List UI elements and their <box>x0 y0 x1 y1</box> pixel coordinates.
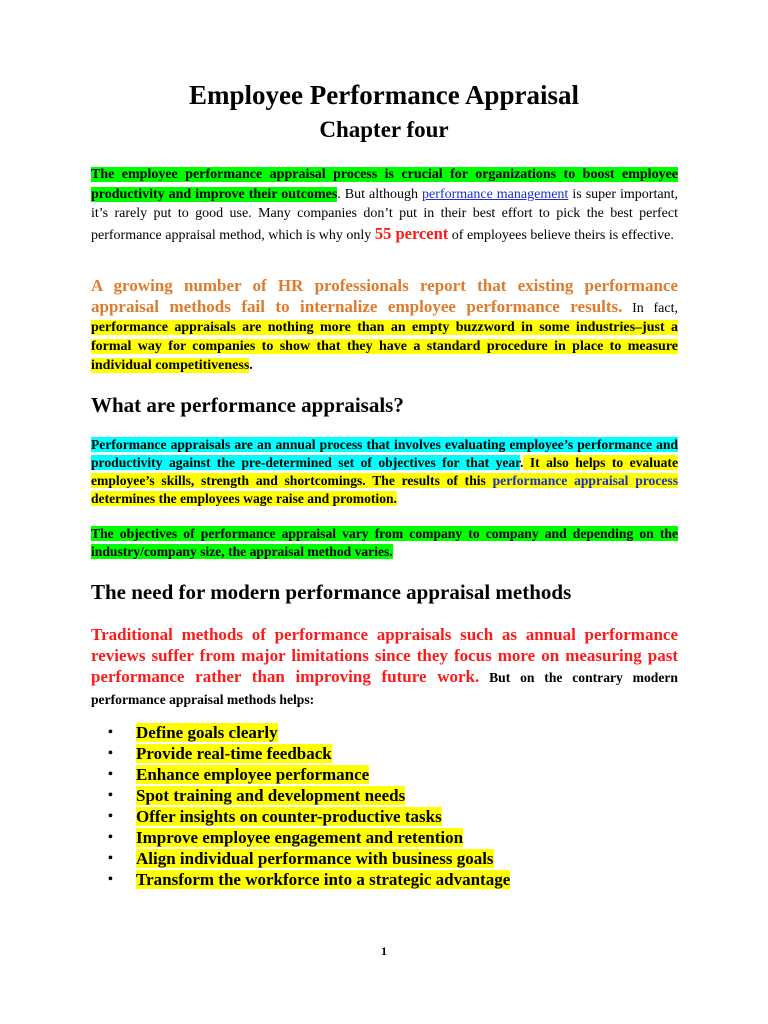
objectives-paragraph <box>91 525 678 561</box>
list-item-text: Spot training and development needs <box>136 786 406 805</box>
highlight-cyan-text: Performance appraisals are an annual process that involves evaluating employee’s performance and productivity against the pre-determined set of objectives for that year <box>91 437 678 470</box>
highlight-green-text: The objectives of performance appraisal vary from company to company and depending on the industry/company size, the appraisal method varies. <box>91 526 678 559</box>
list-item <box>108 827 510 848</box>
bullet-icon: • <box>108 725 113 740</box>
section-heading-modern-methods: The need for modern performance appraisal methods <box>91 580 572 604</box>
highlight-green-text: The employee performance appraisal process is crucial for organizations to boost employee productivity and improve their outcomes <box>91 167 678 202</box>
list-item-text: Align individual performance with business goals <box>136 849 494 868</box>
period: . <box>337 186 341 202</box>
list-item-text: Improve employee engagement and retention <box>136 828 464 847</box>
list-item <box>108 848 510 869</box>
bullet-icon: • <box>108 830 113 845</box>
list-item <box>108 743 510 764</box>
orange-heading-text: A growing number of HR professionals report that existing performance appraisal methods fail to internalize employee performance results. <box>91 276 678 316</box>
traditional-methods-paragraph <box>91 624 678 710</box>
list-item <box>108 722 510 743</box>
list-item-text: Provide real-time feedback <box>136 744 332 763</box>
performance-management-link[interactable]: performance management <box>422 186 569 202</box>
period: . <box>249 358 253 373</box>
red-emphasis-text: Traditional methods of performance appraisals such as annual performance reviews suffer from major limitations since they focus more on measuring past performance rather than improving future work. <box>91 625 678 686</box>
benefits-list <box>108 722 510 890</box>
list-item <box>108 806 510 827</box>
definition-paragraph <box>91 436 678 508</box>
bullet-icon: • <box>108 851 113 866</box>
highlight-yellow-text: determines the employees wage raise and promotion. <box>91 491 397 506</box>
highlight-yellow-text: It also helps to evaluate employee’s skills, strength and shortcomings. The results of this <box>91 455 678 488</box>
list-item <box>108 785 510 806</box>
body-text: But on the contrary modern performance appraisal methods helps: <box>91 670 678 707</box>
bullet-icon: • <box>108 872 113 887</box>
highlight-yellow-text: performance appraisals are nothing more than an empty buzzword in some industries–just a formal way for companies to show that they have a standard procedure in place to measure individual competitiveness <box>91 320 678 373</box>
list-item-text: Transform the workforce into a strategic advantage <box>136 870 511 889</box>
document-title: Employee Performance Appraisal <box>189 80 579 110</box>
body-text: But although <box>340 186 423 202</box>
chapter-subtitle: Chapter four <box>319 117 449 142</box>
statistic-text: 55 percent <box>374 223 449 243</box>
body-text: is super important, it’s rarely put to good use. Many companies don’t put in their best effort to pick the best perfect performance appraisal method, which is why only <box>91 186 678 243</box>
bullet-icon: • <box>108 767 113 782</box>
list-item <box>108 869 510 890</box>
list-item <box>108 764 510 785</box>
bullet-icon: • <box>108 809 113 824</box>
performance-appraisal-process-link[interactable]: performance appraisal process <box>492 473 678 488</box>
bullet-icon: • <box>108 746 113 761</box>
bullet-icon: • <box>108 788 113 803</box>
hr-paragraph <box>91 276 678 375</box>
list-item-text: Define goals clearly <box>136 723 278 742</box>
page-number: 1 <box>381 944 387 958</box>
list-item-text: Enhance employee performance <box>136 765 370 784</box>
section-heading-what-are-appraisals: What are performance appraisals? <box>91 393 404 417</box>
period: . <box>520 455 524 470</box>
intro-paragraph <box>91 165 678 245</box>
list-item-text: Offer insights on counter-productive tasks <box>136 807 442 826</box>
body-text: of employees believe theirs is effective. <box>448 227 674 243</box>
body-text: In fact, <box>622 301 678 316</box>
